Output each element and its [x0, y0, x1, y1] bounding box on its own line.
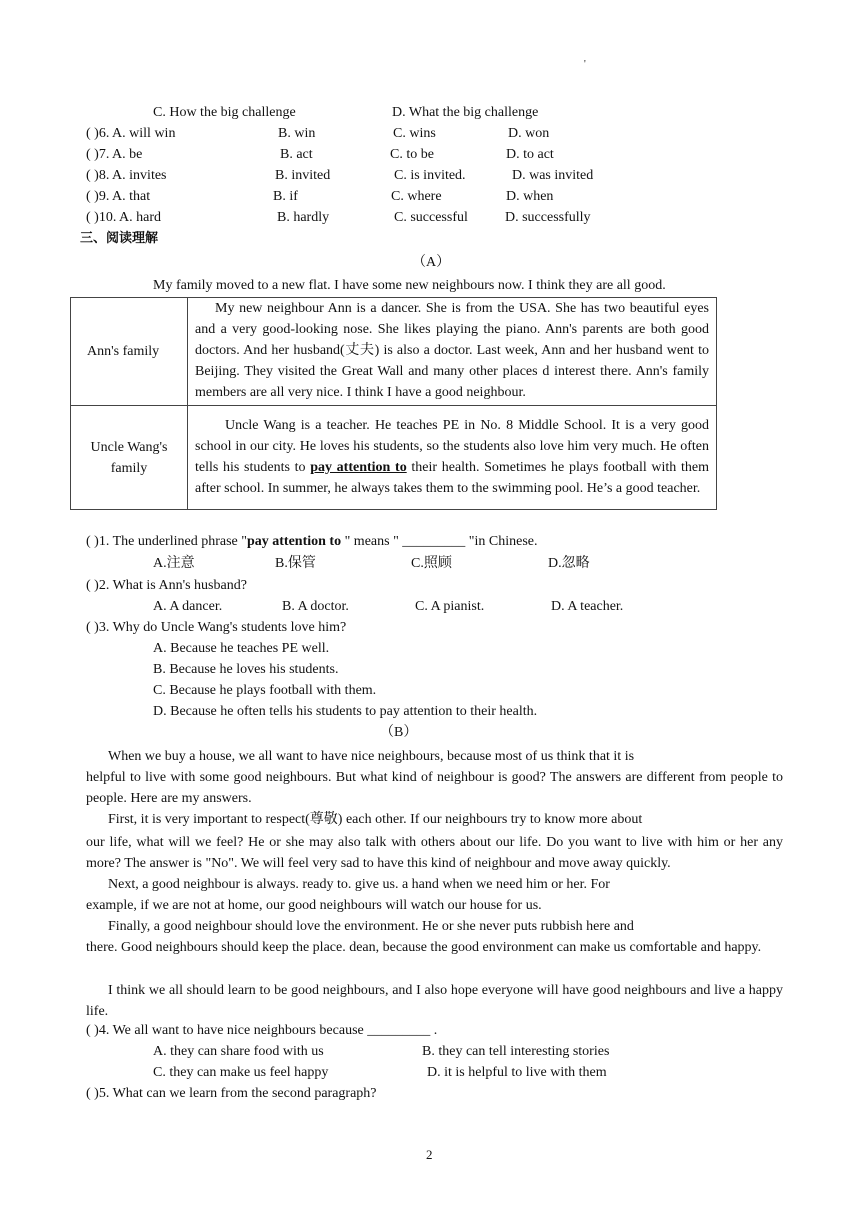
cloze-10-stem: ( )10. A. hard	[86, 210, 162, 225]
wang-text-before: Uncle Wang is a teacher. He teaches PE in No. 8 Middle School. It is a very good school in our city. He loves his students, so the students also love him very much. He often tells his students to	[195, 417, 709, 475]
q1-option-d: D.忽略	[548, 556, 590, 571]
passage-a-label: （A）	[412, 255, 451, 270]
cloze-9-stem: ( )9. A. that	[86, 189, 151, 204]
question-4-stem: ( )4. We all want to have nice neighbours because _________ .	[86, 1023, 438, 1038]
paragraph-2-rest: our life, what will we feel? He or she may also talk with others about our life. Do you want to live with him or her any more? The answer is "No". We will feel very sad to have this kind of neighbour and move away quickly.	[86, 835, 783, 871]
table-row	[71, 406, 717, 510]
paragraph-3-rest: example, if we are not at home, our good neighbours will watch our house for us.	[86, 898, 542, 913]
cloze-6-c: C. wins	[393, 126, 436, 141]
cloze-10-d: D. successfully	[505, 210, 591, 225]
ann-text: My new neighbour Ann is a dancer. She is from the USA. She has two beautiful eyes and a very good-looking nose. She likes playing the piano. Ann's parents are both good doctors. And her husband(丈夫) is also a doctor. Last week, Ann and her husband went to Beijing. They visited the Great Wall and many other places d interest there. Ann's family members are all very nice. I think I have a good neighbour.	[195, 301, 709, 400]
row-text-ann	[188, 298, 717, 406]
paragraph-4-rest: there. Good neighbours should keep the place. dean, because the good environment can make us comfortable and happy.	[86, 940, 762, 955]
q2-option-a: A. A dancer.	[153, 599, 223, 614]
page-number: 2	[426, 1147, 433, 1162]
q1-option-a: A.注意	[153, 556, 195, 571]
cloze-9-c: C. where	[391, 189, 442, 204]
paragraph-3-first: Next, a good neighbour is always. ready to. give us. a hand when we need him or her. For	[108, 877, 610, 892]
question-1-stem	[86, 533, 538, 551]
wang-text-after: their health. Sometimes he plays football with them after school. In summer, he always takes them to the swimming pool. He’s a good teacher.	[195, 459, 709, 496]
row-label-wang: Uncle Wang's family	[71, 406, 188, 510]
passage-a-intro: My family moved to a new flat. I have some new neighbours now. I think they are all good.	[153, 278, 666, 293]
cloze-6-d: D. won	[508, 126, 550, 141]
neighbour-table	[70, 297, 717, 510]
q3-option-b: B. Because he loves his students.	[153, 662, 339, 677]
q1-option-c: C.照顾	[411, 556, 452, 571]
option-c: C. How the big challenge	[153, 105, 296, 120]
q1-option-b: B.保管	[275, 556, 316, 571]
cloze-7-d: D. to act	[506, 147, 554, 162]
q1-post: " means " _________ "in Chinese.	[341, 534, 538, 549]
paragraph-4-first: Finally, a good neighbour should love the environment. He or she never puts rubbish here and	[108, 919, 634, 934]
question-5-stem: ( )5. What can we learn from the second paragraph?	[86, 1086, 377, 1101]
section-title: 三、阅读理解	[80, 231, 159, 246]
row-label-ann: Ann's family	[71, 298, 188, 406]
cloze-10-b: B. hardly	[277, 210, 330, 225]
passage-b-label: （B）	[380, 725, 418, 740]
q4-option-c: C. they can make us feel happy	[153, 1065, 329, 1080]
q4-option-a: A. they can share food with us	[153, 1044, 324, 1059]
q3-option-d: D. Because he often tells his students to pay attention to their health.	[153, 704, 538, 719]
question-2-stem: ( )2. What is Ann's husband?	[86, 578, 247, 593]
paragraph-1-rest: helpful to live with some good neighbours. But what kind of neighbour is good? The answers are different from people to people. Here are my answers.	[86, 770, 783, 806]
q4-option-d: D. it is helpful to live with them	[427, 1065, 607, 1080]
paragraph-1-first: When we buy a house, we all want to have nice neighbours, because most of us think that it is	[108, 749, 635, 764]
cloze-10-c: C. successful	[394, 210, 468, 225]
cloze-8-d: D. was invited	[512, 168, 594, 183]
cloze-7-stem: ( )7. A. be	[86, 147, 143, 162]
q3-option-c: C. Because he plays football with them.	[153, 683, 377, 698]
question-3-stem: ( )3. Why do Uncle Wang's students love him?	[86, 620, 347, 635]
cloze-7-c: C. to be	[390, 147, 434, 162]
q1-pre: ( )1. The underlined phrase "	[86, 534, 247, 549]
q4-option-b: B. they can tell interesting stories	[422, 1044, 610, 1059]
cloze-8-stem: ( )8. A. invites	[86, 168, 167, 183]
table-row	[71, 298, 717, 406]
q1-bold: pay attention to	[246, 534, 342, 549]
underlined-phrase: pay attention to	[310, 459, 407, 475]
header-mark: '	[584, 59, 586, 70]
cloze-8-c: C. is invited.	[394, 168, 466, 183]
q2-option-c: C. A pianist.	[415, 599, 485, 614]
cloze-9-d: D. when	[506, 189, 554, 204]
row-text-wang	[188, 406, 717, 510]
paragraph-5: I think we all should learn to be good neighbours, and I also hope everyone will have good neighbours and live a happy life.	[86, 983, 783, 1019]
cloze-8-b: B. invited	[275, 168, 331, 183]
q3-option-a: A. Because he teaches PE well.	[153, 641, 330, 656]
cloze-6-b: B. win	[278, 126, 316, 141]
cloze-9-b: B. if	[273, 189, 298, 204]
q2-option-b: B. A doctor.	[282, 599, 349, 614]
cloze-7-b: B. act	[280, 147, 313, 162]
q2-option-d: D. A teacher.	[551, 599, 624, 614]
cloze-6-stem: ( )6. A. will win	[86, 126, 176, 141]
option-d: D. What the big challenge	[392, 105, 539, 120]
paragraph-2-first: First, it is very important to respect(尊敬) each other. If our neighbours try to know more about	[108, 812, 643, 827]
